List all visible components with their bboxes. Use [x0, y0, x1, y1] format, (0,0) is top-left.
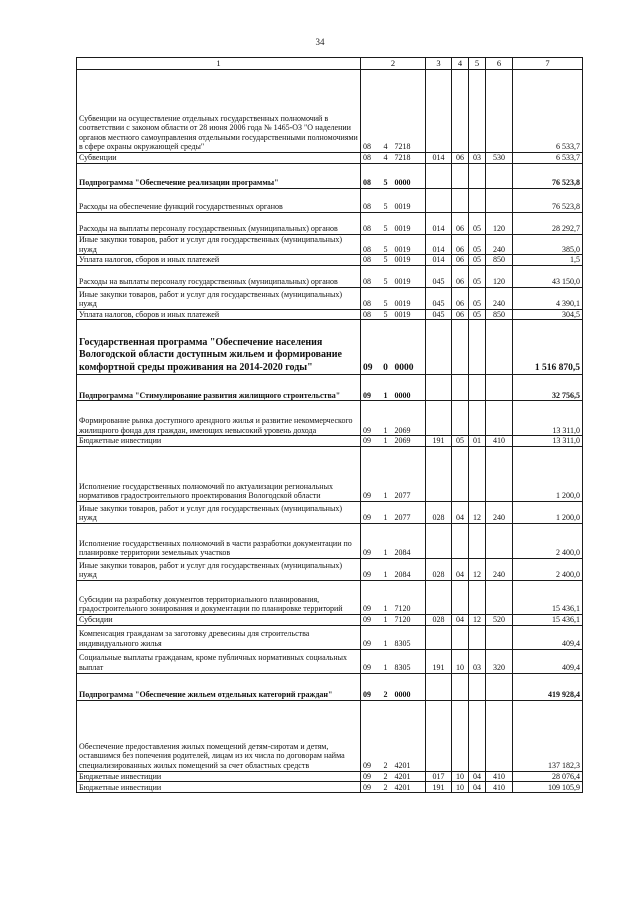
item-name: [77, 446, 361, 501]
item-name: [77, 70, 361, 153]
subprogram-code: 1: [379, 446, 393, 501]
program-code: 08: [361, 164, 379, 189]
subprogram-code: 1: [379, 375, 393, 401]
table-row: [77, 771, 583, 782]
program-code: 09: [361, 673, 379, 700]
agency-code: [426, 70, 452, 153]
article-code: 0019: [393, 287, 426, 309]
amount: 15 436,1: [513, 580, 583, 614]
item-name: [77, 320, 361, 375]
expense-type-code: 240: [486, 501, 513, 523]
section-code: 06: [452, 287, 469, 309]
subsection-code: 05: [469, 287, 486, 309]
table-row: [77, 235, 583, 255]
program-code: 09: [361, 625, 379, 649]
amount: 76 523,8: [513, 164, 583, 189]
expense-type-code: 410: [486, 771, 513, 782]
amount: 6 533,7: [513, 153, 583, 164]
agency-code: 191: [426, 436, 452, 447]
article-code: 2084: [393, 523, 426, 558]
article-code: 0000: [393, 375, 426, 401]
agency-code: [426, 673, 452, 700]
subsection-code: [469, 320, 486, 375]
section-code: 06: [452, 235, 469, 255]
item-name: [77, 523, 361, 558]
article-code: 2084: [393, 558, 426, 580]
subsection-code: [469, 375, 486, 401]
section-code: 10: [452, 782, 469, 793]
amount: 2 400,0: [513, 558, 583, 580]
agency-code: 028: [426, 501, 452, 523]
item-name: [77, 673, 361, 700]
subsection-code: 03: [469, 649, 486, 673]
table-row: [77, 673, 583, 700]
item-name-text: Иные закупки товаров, работ и услуг для государственных (муниципальных) нужд: [79, 503, 342, 523]
article-code: 2069: [393, 401, 426, 436]
table-header-row: [77, 58, 583, 70]
table-row: [77, 580, 583, 614]
amount: 109 105,9: [513, 782, 583, 793]
agency-code: 045: [426, 287, 452, 309]
section-code: [452, 673, 469, 700]
article-code: 8305: [393, 649, 426, 673]
item-name: [77, 255, 361, 266]
table-row: [77, 436, 583, 447]
budget-table: [76, 57, 583, 793]
item-name: [77, 782, 361, 793]
table-row: [77, 782, 583, 793]
item-name: [77, 235, 361, 255]
item-name-text: Бюджетные инвестиции: [79, 771, 162, 781]
item-name: [77, 164, 361, 189]
table-row: [77, 523, 583, 558]
agency-code: [426, 700, 452, 771]
item-name: [77, 771, 361, 782]
table-row: [77, 265, 583, 287]
article-code: 8305: [393, 625, 426, 649]
article-code: 4201: [393, 700, 426, 771]
subsection-code: 05: [469, 309, 486, 320]
subsection-code: [469, 70, 486, 153]
article-code: 0000: [393, 320, 426, 375]
article-code: 0000: [393, 164, 426, 189]
item-name-text: Бюджетные инвестиции: [79, 436, 162, 446]
agency-code: 045: [426, 309, 452, 320]
item-name-text: Субсидии: [79, 614, 113, 624]
amount: 6 533,7: [513, 70, 583, 153]
program-code: 08: [361, 70, 379, 153]
program-code: 08: [361, 189, 379, 213]
expense-type-code: 240: [486, 287, 513, 309]
agency-code: [426, 580, 452, 614]
table-row: [77, 614, 583, 625]
article-code: 0019: [393, 235, 426, 255]
subprogram-code: 2: [379, 782, 393, 793]
expense-type-code: 240: [486, 558, 513, 580]
subprogram-code: 1: [379, 614, 393, 625]
agency-code: [426, 523, 452, 558]
subprogram-code: 1: [379, 523, 393, 558]
amount: 4 390,1: [513, 287, 583, 309]
subprogram-code: 5: [379, 265, 393, 287]
section-code: [452, 625, 469, 649]
amount: 419 928,4: [513, 673, 583, 700]
agency-code: 028: [426, 614, 452, 625]
section-code: 04: [452, 501, 469, 523]
agency-code: [426, 375, 452, 401]
subsection-code: 12: [469, 501, 486, 523]
subsection-code: 12: [469, 558, 486, 580]
item-name-text: Субвенции на осуществление отдельных государственных полномочий в соответствии с законом области от 28 июня 2006 года № 1465-ОЗ "О наделении органов местного самоуправления отдельными государственными полномочиями в сфере охраны окружающей среды": [79, 113, 358, 152]
item-name: [77, 700, 361, 771]
item-name: [77, 309, 361, 320]
article-code: 7218: [393, 153, 426, 164]
item-name-text: Иные закупки товаров, работ и услуг для государственных (муниципальных) нужд: [79, 235, 342, 254]
subsection-code: [469, 164, 486, 189]
agency-code: [426, 189, 452, 213]
subsection-code: [469, 446, 486, 501]
item-name: [77, 375, 361, 401]
program-code: 09: [361, 375, 379, 401]
section-code: 06: [452, 213, 469, 235]
amount: 2 400,0: [513, 523, 583, 558]
item-name: [77, 580, 361, 614]
item-name: [77, 153, 361, 164]
expense-type-code: [486, 320, 513, 375]
article-code: 7120: [393, 614, 426, 625]
expense-type-code: [486, 401, 513, 436]
subsection-code: 04: [469, 782, 486, 793]
item-name-text: Расходы на выплаты персоналу государственных (муниципальных) органов: [79, 277, 338, 287]
section-code: 06: [452, 153, 469, 164]
item-name-text: Социальные выплаты гражданам, кроме публичных нормативных социальных выплат: [79, 653, 347, 672]
subsection-code: 04: [469, 771, 486, 782]
program-code: 08: [361, 153, 379, 164]
agency-code: 014: [426, 255, 452, 266]
item-name-text: Подпрограмма "Стимулирование развития жилищного строительства": [79, 390, 341, 400]
subprogram-code: 4: [379, 153, 393, 164]
expense-type-code: 410: [486, 436, 513, 447]
program-code: 09: [361, 523, 379, 558]
program-code: 08: [361, 235, 379, 255]
section-code: [452, 320, 469, 375]
item-name-text: Расходы на выплаты персоналу государственных (муниципальных) органов: [79, 224, 338, 234]
subsection-code: [469, 700, 486, 771]
item-name-text: Государственная программа "Обеспечение населения Вологодской области доступным жильем и формирование комфортной среды проживания на 2014-2020 годы": [79, 336, 342, 373]
subprogram-code: 5: [379, 213, 393, 235]
expense-type-code: 850: [486, 309, 513, 320]
subprogram-code: 0: [379, 320, 393, 375]
section-code: [452, 523, 469, 558]
section-code: 10: [452, 771, 469, 782]
subprogram-code: 1: [379, 625, 393, 649]
table-row: [77, 287, 583, 309]
article-code: 7218: [393, 70, 426, 153]
item-name-text: Исполнение государственных полномочий в части разработки документации по планировке территории земельных участков: [79, 538, 352, 558]
header-col-1: 1: [77, 58, 361, 70]
subprogram-code: 5: [379, 255, 393, 266]
program-code: 09: [361, 558, 379, 580]
item-name: [77, 625, 361, 649]
amount: 28 076,4: [513, 771, 583, 782]
header-col-4: 4: [452, 58, 469, 70]
item-name-text: Уплата налогов, сборов и иных платежей: [79, 255, 220, 265]
expense-type-code: [486, 70, 513, 153]
agency-code: [426, 164, 452, 189]
subsection-code: 05: [469, 265, 486, 287]
table-row: [77, 649, 583, 673]
item-name-text: Исполнение государственных полномочий по актуализации региональных нормативов градостроительного проектирования Вологодской области: [79, 481, 333, 501]
amount: 28 292,7: [513, 213, 583, 235]
program-code: 09: [361, 700, 379, 771]
amount: 1 516 870,5: [513, 320, 583, 375]
header-col-6: 6: [486, 58, 513, 70]
item-name-text: Уплата налогов, сборов и иных платежей: [79, 309, 220, 319]
item-name: [77, 189, 361, 213]
article-code: 0000: [393, 673, 426, 700]
item-name-text: Субсидии на разработку документов территориального планирования, градостроительного зонирования и документации по планировке территорий: [79, 594, 343, 614]
amount: 32 756,5: [513, 375, 583, 401]
expense-type-code: 520: [486, 614, 513, 625]
amount: 43 150,0: [513, 265, 583, 287]
table-row: [77, 501, 583, 523]
program-code: 09: [361, 771, 379, 782]
subsection-code: [469, 625, 486, 649]
item-name-text: Иные закупки товаров, работ и услуг для государственных (муниципальных) нужд: [79, 560, 342, 580]
agency-code: 028: [426, 558, 452, 580]
expense-type-code: [486, 700, 513, 771]
subsection-code: [469, 673, 486, 700]
program-code: 08: [361, 213, 379, 235]
subsection-code: [469, 401, 486, 436]
section-code: [452, 70, 469, 153]
item-name-text: Расходы на обеспечение функций государственных органов: [79, 202, 283, 212]
table-row: [77, 558, 583, 580]
table-row: [77, 309, 583, 320]
item-name-text: Компенсация гражданам за заготовку древесины для строительства индивидуального жилья: [79, 629, 310, 648]
program-code: 08: [361, 255, 379, 266]
amount: 15 436,1: [513, 614, 583, 625]
section-code: [452, 446, 469, 501]
article-code: 0019: [393, 189, 426, 213]
program-code: 08: [361, 287, 379, 309]
subprogram-code: 5: [379, 189, 393, 213]
article-code: 0019: [393, 255, 426, 266]
expense-type-code: [486, 375, 513, 401]
article-code: 7120: [393, 580, 426, 614]
table-row: [77, 255, 583, 266]
section-code: 10: [452, 649, 469, 673]
subprogram-code: 1: [379, 580, 393, 614]
agency-code: 014: [426, 153, 452, 164]
table-row: [77, 153, 583, 164]
subsection-code: 03: [469, 153, 486, 164]
item-name-text: Подпрограмма "Обеспечение реализации программы": [79, 178, 279, 188]
subprogram-code: 5: [379, 164, 393, 189]
item-name-text: Бюджетные инвестиции: [79, 782, 162, 792]
header-col-5: 5: [469, 58, 486, 70]
expense-type-code: [486, 673, 513, 700]
amount: 409,4: [513, 625, 583, 649]
section-code: 06: [452, 255, 469, 266]
item-name-text: Обеспечение предоставления жилых помещений детям-сиротам и детям, оставшимся без попечения родителей, лицам из их числа по договорам найма специализированных жилых помещений за счет областных средств: [79, 741, 345, 770]
item-name: [77, 265, 361, 287]
agency-code: 191: [426, 782, 452, 793]
amount: 1,5: [513, 255, 583, 266]
article-code: 4201: [393, 771, 426, 782]
table-row: [77, 164, 583, 189]
section-code: 04: [452, 614, 469, 625]
expense-type-code: 850: [486, 255, 513, 266]
subprogram-code: 2: [379, 771, 393, 782]
item-name-text: Субвенции: [79, 153, 117, 163]
table-row: [77, 401, 583, 436]
subprogram-code: 5: [379, 309, 393, 320]
table-row: [77, 320, 583, 375]
table-row: [77, 625, 583, 649]
table-row: [77, 446, 583, 501]
amount: 76 523,8: [513, 189, 583, 213]
item-name: [77, 401, 361, 436]
item-name: [77, 287, 361, 309]
expense-type-code: [486, 189, 513, 213]
amount: 13 311,0: [513, 436, 583, 447]
agency-code: 014: [426, 213, 452, 235]
header-col-2: 2: [361, 58, 426, 70]
program-code: 09: [361, 580, 379, 614]
program-code: 09: [361, 320, 379, 375]
expense-type-code: 120: [486, 265, 513, 287]
agency-code: [426, 401, 452, 436]
expense-type-code: [486, 446, 513, 501]
expense-type-code: [486, 625, 513, 649]
section-code: [452, 580, 469, 614]
header-col-7: 7: [513, 58, 583, 70]
section-code: [452, 700, 469, 771]
expense-type-code: [486, 580, 513, 614]
item-name: [77, 213, 361, 235]
program-code: 09: [361, 401, 379, 436]
program-code: 09: [361, 436, 379, 447]
expense-type-code: 530: [486, 153, 513, 164]
item-name: [77, 558, 361, 580]
section-code: [452, 375, 469, 401]
article-code: 2069: [393, 436, 426, 447]
section-code: 06: [452, 309, 469, 320]
table-row: [77, 70, 583, 153]
program-code: 09: [361, 649, 379, 673]
subprogram-code: 1: [379, 501, 393, 523]
subsection-code: 05: [469, 235, 486, 255]
item-name: [77, 436, 361, 447]
article-code: 0019: [393, 213, 426, 235]
program-code: 09: [361, 614, 379, 625]
article-code: 0019: [393, 309, 426, 320]
subprogram-code: 4: [379, 70, 393, 153]
agency-code: [426, 625, 452, 649]
article-code: 4201: [393, 782, 426, 793]
agency-code: [426, 320, 452, 375]
agency-code: 017: [426, 771, 452, 782]
table-row: [77, 375, 583, 401]
expense-type-code: 320: [486, 649, 513, 673]
subprogram-code: 2: [379, 673, 393, 700]
subsection-code: 05: [469, 255, 486, 266]
agency-code: 014: [426, 235, 452, 255]
item-name: [77, 501, 361, 523]
amount: 409,4: [513, 649, 583, 673]
item-name-text: Иные закупки товаров, работ и услуг для государственных (муниципальных) нужд: [79, 289, 342, 309]
agency-code: 191: [426, 649, 452, 673]
section-code: [452, 189, 469, 213]
header-col-3: 3: [426, 58, 452, 70]
agency-code: [426, 446, 452, 501]
program-code: 09: [361, 782, 379, 793]
expense-type-code: [486, 523, 513, 558]
amount: 137 182,3: [513, 700, 583, 771]
expense-type-code: 410: [486, 782, 513, 793]
expense-type-code: 120: [486, 213, 513, 235]
subprogram-code: 5: [379, 287, 393, 309]
expense-type-code: 240: [486, 235, 513, 255]
subsection-code: 12: [469, 614, 486, 625]
subprogram-code: 1: [379, 436, 393, 447]
table-row: [77, 700, 583, 771]
amount: 385,0: [513, 235, 583, 255]
section-code: 05: [452, 436, 469, 447]
article-code: 2077: [393, 501, 426, 523]
table-row: [77, 189, 583, 213]
subsection-code: [469, 189, 486, 213]
program-code: 09: [361, 501, 379, 523]
subsection-code: 05: [469, 213, 486, 235]
section-code: 06: [452, 265, 469, 287]
program-code: 08: [361, 265, 379, 287]
item-name: [77, 614, 361, 625]
expense-type-code: [486, 164, 513, 189]
amount: 13 311,0: [513, 401, 583, 436]
program-code: 08: [361, 309, 379, 320]
amount: 304,5: [513, 309, 583, 320]
subprogram-code: 5: [379, 235, 393, 255]
subsection-code: 01: [469, 436, 486, 447]
subsection-code: [469, 523, 486, 558]
article-code: 0019: [393, 265, 426, 287]
subprogram-code: 1: [379, 558, 393, 580]
subprogram-code: 2: [379, 700, 393, 771]
section-code: 04: [452, 558, 469, 580]
article-code: 2077: [393, 446, 426, 501]
agency-code: 045: [426, 265, 452, 287]
amount: 1 200,0: [513, 501, 583, 523]
section-code: [452, 401, 469, 436]
item-name-text: Подпрограмма "Обеспечение жильем отдельных категорий граждан": [79, 689, 333, 699]
subprogram-code: 1: [379, 401, 393, 436]
program-code: 09: [361, 446, 379, 501]
subsection-code: [469, 580, 486, 614]
table-row: [77, 213, 583, 235]
section-code: [452, 164, 469, 189]
item-name: [77, 649, 361, 673]
page-number: 34: [315, 37, 325, 47]
amount: 1 200,0: [513, 446, 583, 501]
subprogram-code: 1: [379, 649, 393, 673]
item-name-text: Формирование рынка доступного арендного жилья и развитие некоммерческого жилищного фонда для граждан, имеющих невысокий уровень дохода: [79, 416, 353, 435]
